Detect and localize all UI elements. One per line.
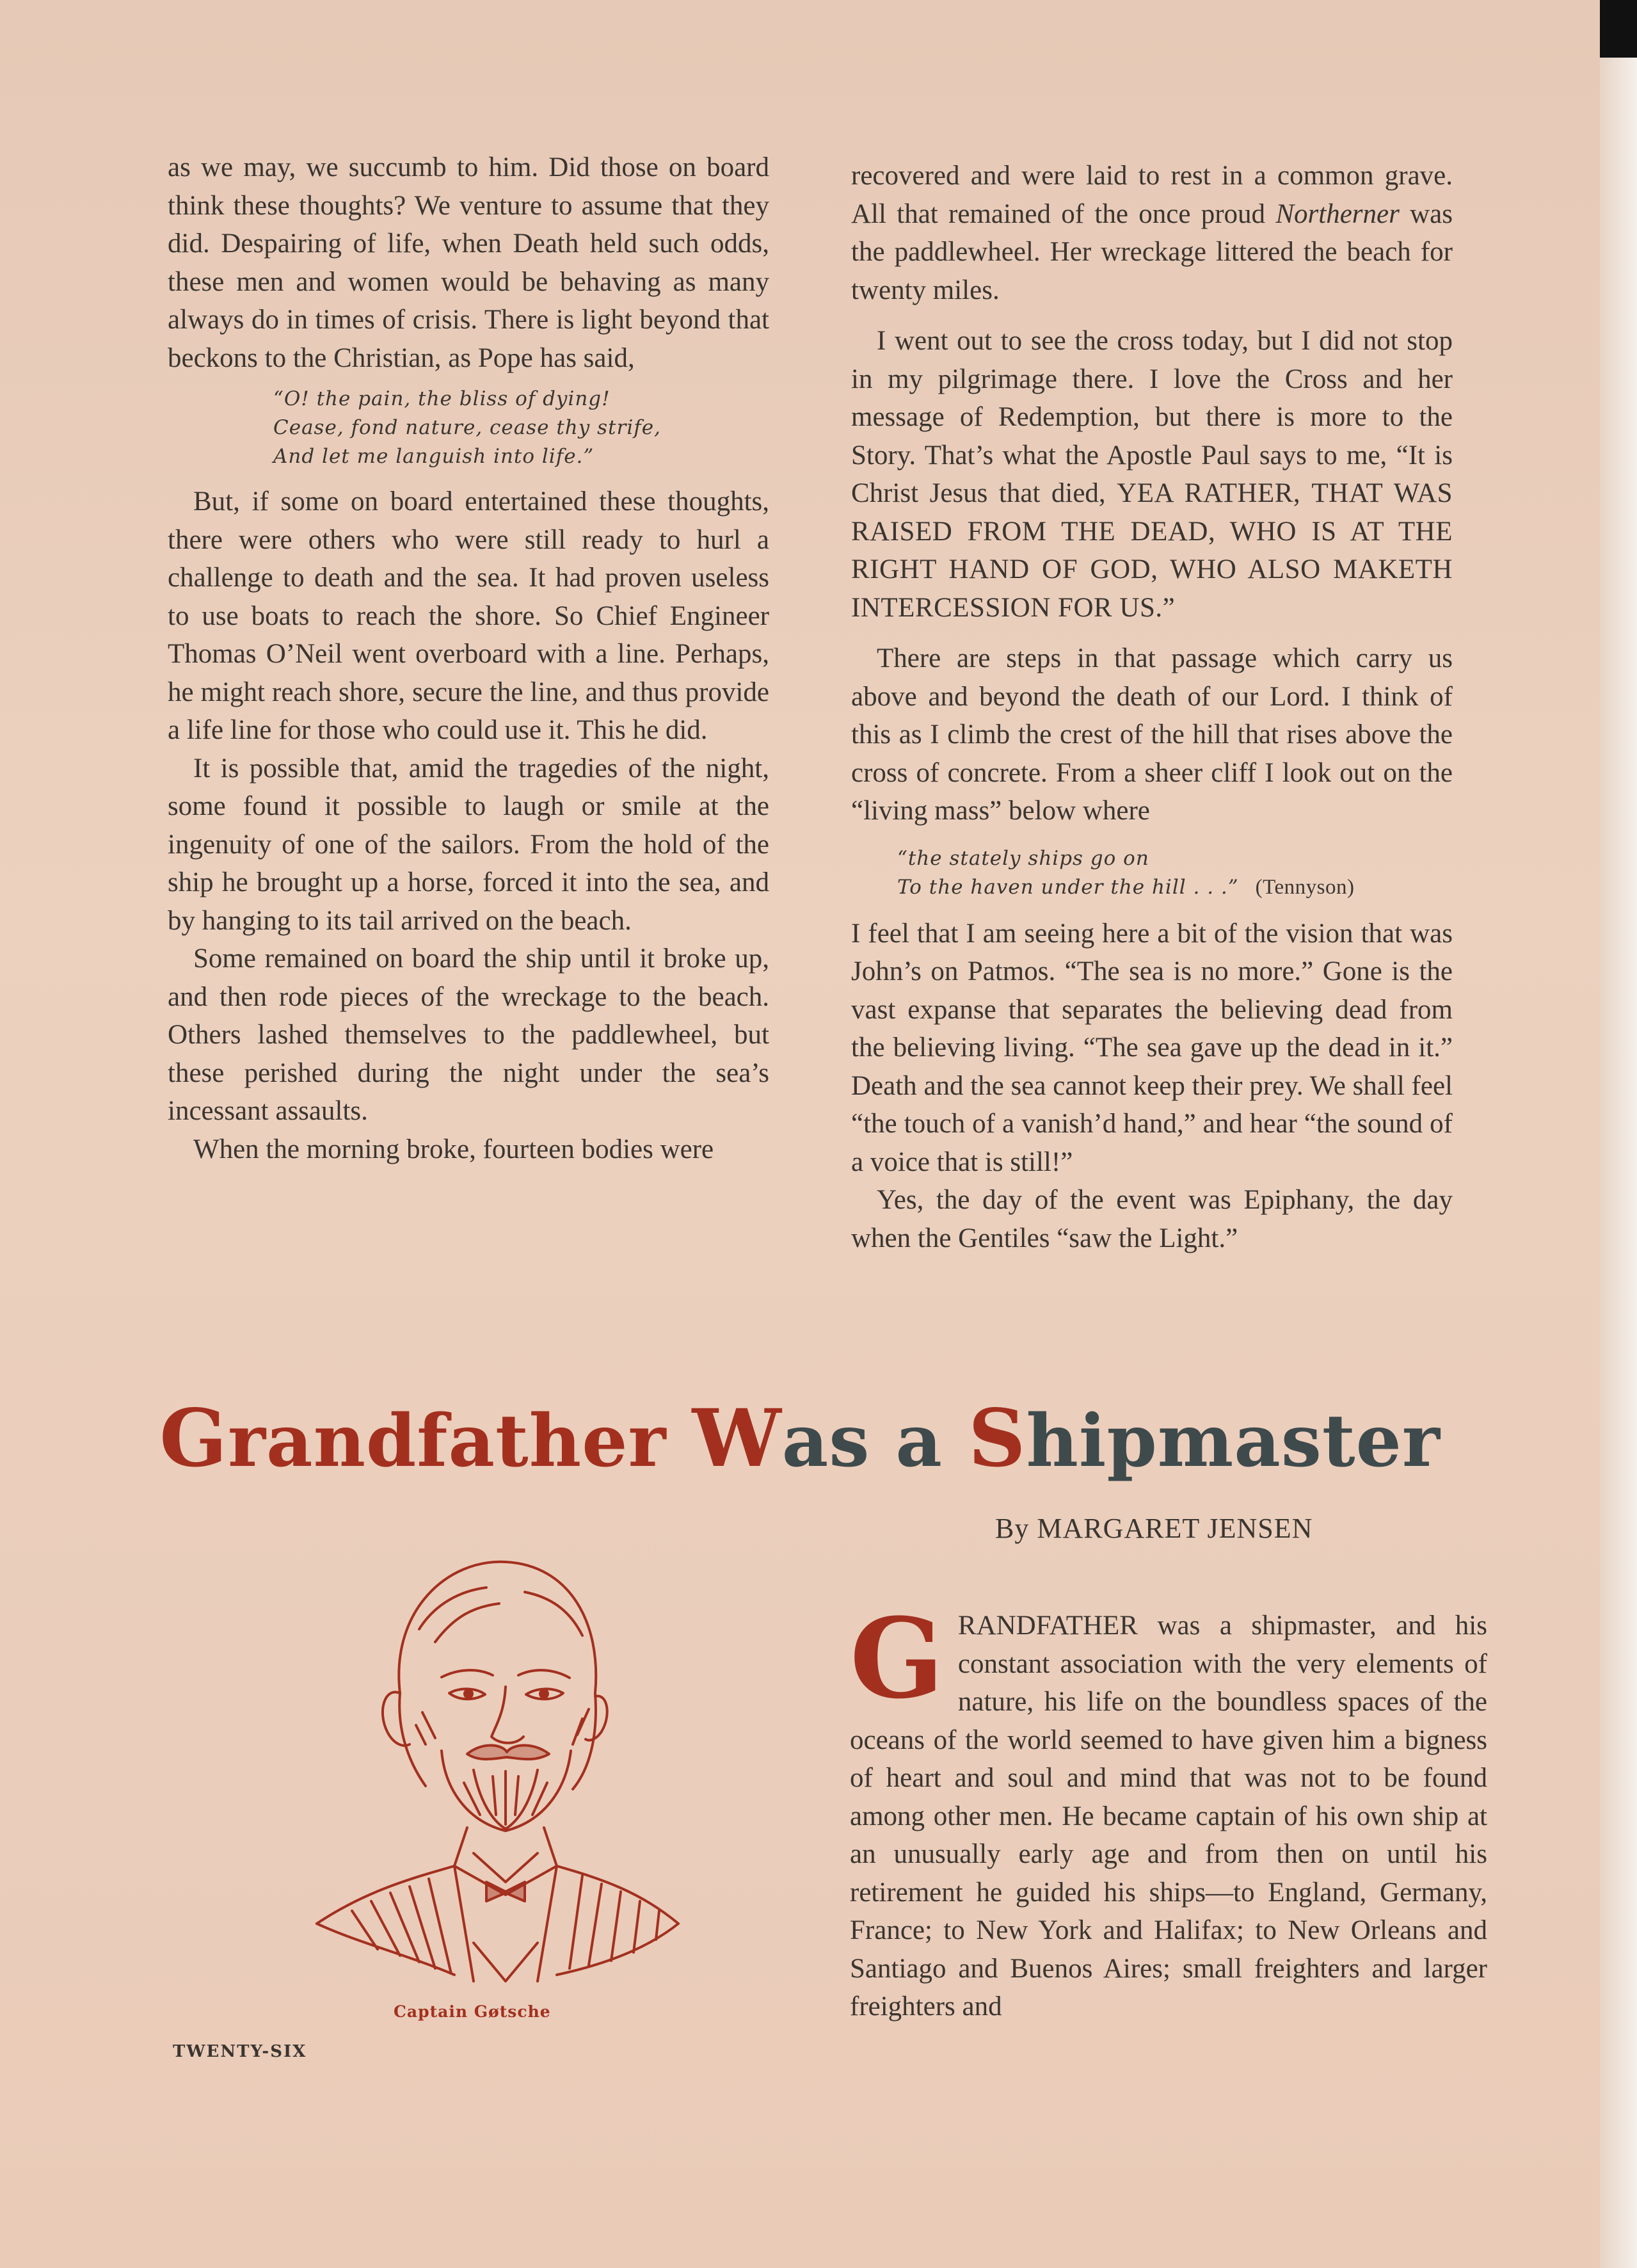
paragraph [851, 157, 1453, 309]
lead-word: RANDFATHER [957, 1611, 1138, 1641]
paragraph: When the morning broke, fourteen bodies were [193, 1134, 714, 1164]
paragraph: There are steps in that passage which carry us above and beyond the death of our Lord. I think of this as I climb the crest of the hill that rises above the cross of concrete. From a sheer cliff I look out on the “living mass” below where [851, 643, 1453, 826]
paragraph: But, if some on board entertained these thoughts, there were others who were still ready to hurl a challenge to death and the sea. It had proven useless to use boats to reach the shore. So Chief Engineer Thomas O’Neil went overboard with a line. Perhaps, he might reach shore, secure the line, and thus provide a life line for those who could use it. This he did. [168, 487, 769, 745]
verse-line: And let me languish into life.” [273, 445, 595, 468]
article-body [850, 1593, 1487, 2026]
scripture-caps: YEA RATHER, THAT WAS RAISED FROM THE DEAD, WHO IS AT THE RIGHT HAND OF GOD, WHO ALSO MAKETH INTERCESSION FOR US.” [851, 478, 1453, 623]
paragraph: It is possible that, amid the tragedies of the night, some found it possible to laugh or smile at the ingenuity of one of the sailors. From the hold of the ship he brought up a horse, forced it into the sea, and by hanging to its tail arrived on the beach. [168, 753, 769, 936]
paragraph: Yes, the day of the event was Epiphany, the day when the Gentiles “saw the Light.” [851, 1185, 1453, 1253]
page-edge [1600, 0, 1637, 2268]
title-text: hipmaster [1026, 1399, 1441, 1483]
paragraph [850, 1593, 1487, 2026]
right-column [851, 157, 1453, 1257]
title-initial: G [159, 1392, 228, 1485]
text: I went out to see the cross today, but I did not stop in my pilgrimage there. I love the Cross and her message of Redemption, but there is more to the Story. That’s what the Apostle Paul says to me, “It is Christ Jesus that died, [851, 326, 1453, 508]
paragraph: Some remained on board the ship until it broke up, and then rode pieces of the wreckage to the beach. Others lashed themselves to the paddlewheel, but these perished during the night under the sea’s incessant assaults. [168, 944, 769, 1126]
verse-line [897, 873, 1453, 902]
verse-line: “O! the pain, the bliss of dying! [273, 387, 611, 410]
title-initial: S [968, 1392, 1026, 1485]
text: was a shipmaster, and his constant association with the very elements of nature, his life on the boundless spaces of the oceans of the world seemed to have given him a bigness of heart and soul and mind that was not to be found among other men. He became captain of his own ship at an unusually early age and from then on until his retirement he guided his ships—to England, Germany, France; to New York and Halifax; to New Orleans and Santiago and Buenos Aires; small freighters and larger freighters and [850, 1611, 1487, 2022]
verse-line: Cease, fond nature, cease thy strife, [273, 416, 661, 439]
title-text: randfather [227, 1399, 692, 1483]
portrait-caption: Captain Gøtsche [394, 2002, 551, 2021]
text: recovered and were laid to rest in a common grave. All that remained of the once proud [851, 161, 1453, 229]
ship-name: Northerner [1275, 198, 1400, 229]
byline: By MARGARET JENSEN [995, 1513, 1313, 1544]
article-title [0, 1392, 1600, 1485]
paragraph: as we may, we succumb to him. Did those on board think these thoughts? We venture to assume that they did. Despairing of life, when Death held such odds, these men and women would be behaving as many always do in times of crisis. There is light beyond that beckons to the Christian, as Pope has said, [168, 152, 769, 373]
verse-attribution: (Tennyson) [1255, 875, 1355, 899]
title-initial: W [692, 1392, 782, 1485]
verse-line: “the stately ships go on [897, 846, 1149, 870]
pope-verse [273, 385, 769, 471]
captain-portrait-illustration [282, 1533, 691, 2007]
drop-cap: G [850, 1593, 944, 1723]
paragraph: I feel that I am seeing here a bit of the vision that was John’s on Patmos. “The sea is no more.” Gone is the vast expanse that separates the believing dead from the believing living. “The sea gave up the dead in it.” Death and the sea cannot keep their prey. We shall feel “the touch of a vanish’d hand,” and hear “the sound of a voice that is still!” [851, 918, 1453, 1177]
page-number: TWENTY-SIX [173, 2042, 307, 2061]
tennyson-verse [897, 844, 1453, 902]
verse-text: To the haven under the hill . . .” [897, 875, 1239, 899]
text: was the paddlewheel. Her wreckage littered the beach for twenty miles. [851, 198, 1453, 305]
paragraph [851, 322, 1453, 627]
left-column [168, 149, 769, 1168]
page-edge-shadow [1600, 0, 1637, 58]
title-text: as a [781, 1399, 968, 1483]
